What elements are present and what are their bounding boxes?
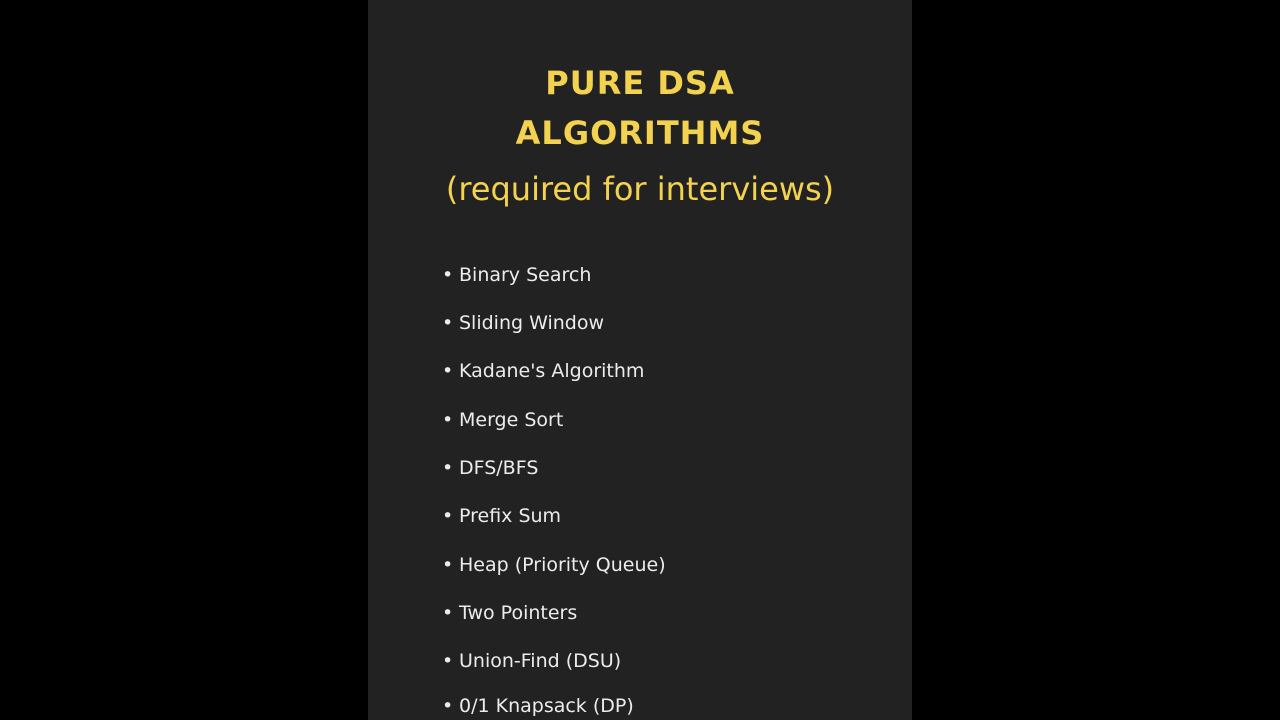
list-item-label: Sliding Window <box>459 312 605 334</box>
bullet-icon: • <box>442 650 454 672</box>
list-item-label: Kadane's Algorithm <box>459 360 645 382</box>
algorithm-list <box>442 0 902 720</box>
list-item-label: Union-Find (DSU) <box>459 650 622 672</box>
list-item-label: 0/1 Knapsack (DP) <box>459 695 634 717</box>
bullet-icon: • <box>442 409 454 431</box>
list-item-label: Two Pointers <box>459 602 578 624</box>
bullet-icon: • <box>442 505 454 527</box>
bullet-icon: • <box>442 360 454 382</box>
list-item-label: Heap (Priority Queue) <box>459 554 666 576</box>
bullet-icon: • <box>442 695 454 717</box>
bullet-icon: • <box>442 457 454 479</box>
list-item <box>442 406 563 434</box>
bullet-icon: • <box>442 554 454 576</box>
list-item <box>442 357 644 385</box>
list-item-label: Merge Sort <box>459 409 564 431</box>
list-item <box>442 502 561 530</box>
slide-title-line-2: ALGORITHMS <box>515 114 765 152</box>
list-item <box>442 261 591 289</box>
list-item <box>442 309 604 337</box>
list-item-label: DFS/BFS <box>459 457 539 479</box>
slide-subtitle: (required for interviews) <box>445 170 835 208</box>
list-item <box>442 647 621 675</box>
slide-panel <box>368 0 912 720</box>
list-item <box>442 692 634 720</box>
list-item <box>442 551 666 579</box>
bullet-icon: • <box>442 312 454 334</box>
slide-title-line-1: PURE DSA <box>545 64 735 102</box>
list-item-label: Binary Search <box>459 264 592 286</box>
list-item-label: Prefix Sum <box>459 505 562 527</box>
list-item <box>442 454 538 482</box>
bullet-icon: • <box>442 264 454 286</box>
bullet-icon: • <box>442 602 454 624</box>
list-item <box>442 599 577 627</box>
